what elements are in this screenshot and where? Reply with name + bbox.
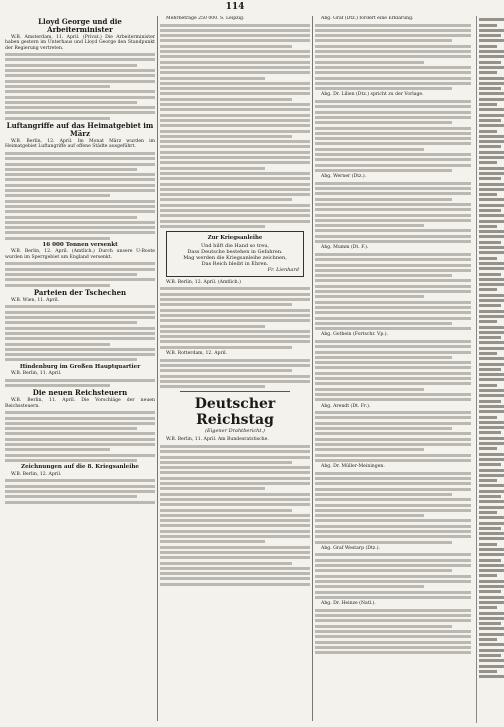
text-block (315, 609, 471, 654)
text-block (315, 411, 471, 462)
headline: Parteien der Tschechen (33, 287, 127, 297)
adjacent-page-edge (476, 16, 504, 723)
column-rule (157, 16, 158, 721)
headline: Zeichnungen auf die 8. Kriegsanleihe (21, 464, 139, 471)
text-block (160, 287, 310, 348)
article-text: W.B. Berlin, 12. April. Im Monat März wurden im Heimatgebiet Luftangriffe auf offene Städte ausgeführt. (5, 139, 155, 150)
article-text: Abg. Mumm (Dt. F.). (321, 245, 369, 251)
text-block (315, 340, 471, 401)
poem-box (166, 231, 304, 277)
headline: Lloyd George und die Arbeiterminister (38, 17, 122, 34)
article-text: Abg. Graf Westarp (Dtz.). (321, 545, 380, 551)
article-text: W.B. Rotterdam, 12. April. (166, 351, 228, 357)
text-block (5, 411, 155, 462)
column-rule (312, 16, 313, 721)
text-block (5, 305, 155, 361)
text-block (5, 262, 155, 286)
headline: Luftangriffe auf das Heimatgebiet im März (6, 121, 154, 139)
article-text: W.B. Wien, 11. April. (11, 297, 59, 303)
article-text: Abg. Arendt (Dt. Fr.). (321, 403, 371, 409)
article-text: Mehrbeträge 250 000. S. Leipzig. (166, 16, 245, 21)
text-block (5, 152, 155, 240)
article-text: W.B. Berlin, 11. April. (11, 371, 62, 377)
text-block (160, 24, 310, 228)
article-text: Abg. Werner (Dtz.). (321, 174, 367, 180)
article-text: Abg. Graf (Dtz.) fordert eine Erklärung. (321, 16, 414, 21)
poem-author: Fr. Lienhard (267, 266, 299, 273)
article-text: W.B. Amsterdam, 11. April. (Privat.) Die Arbeiterminister haben gestern im Unterhaus und Lloyd George den Standpunkt der Regierung vertreten. (5, 35, 155, 51)
text-block (160, 359, 310, 388)
section-title: Deutscher Reichstag (194, 396, 276, 429)
poem-line: Und hilft die Hand so treu, (200, 242, 270, 249)
poem-line: Mag werden die Kriegsanleihe zeichnen, (183, 254, 287, 261)
article-text: Abg. Dr. Lilien (Dtz.) spricht zu der Vorlage. (321, 92, 424, 98)
text-block (315, 100, 471, 172)
text-block (160, 445, 310, 586)
section-subtitle: (Eigener Drahtbericht.) (205, 428, 265, 435)
poem-title: Zur Kriegsanleihe (207, 234, 263, 241)
article-text: Abg. Dr. Müller-Meiningen. (321, 464, 385, 470)
text-block (315, 253, 471, 330)
article-text: W.B. Berlin, 12. April. (Amtlich.) Durch unsere U-Boote wurden im Sperrgebiet um England versenkt. (5, 249, 155, 260)
text-block (5, 479, 155, 503)
headline: 16 000 Tonnen versenkt (42, 241, 118, 248)
column-2 (160, 16, 310, 723)
text-block (315, 182, 471, 243)
article-text: Abg. Gothein (Fortschr. Vp.). (321, 332, 388, 338)
text-block (5, 379, 155, 387)
text-block (315, 472, 471, 544)
text-block (315, 24, 471, 91)
column-3 (315, 16, 471, 723)
column-1 (5, 16, 155, 723)
text-block (315, 553, 471, 598)
text-block (5, 53, 155, 120)
headline: Die neuen Reichsteuern (32, 388, 128, 398)
article-text: W.B. Berlin, 11. April. Die Vorschläge der neuen Reichssteuern. (5, 398, 155, 409)
poem-line: Das Reich bleibt in Ehren. (201, 260, 269, 267)
article-text: W.B. Berlin, 12. April. (Amtlich.) (166, 279, 241, 285)
divider (180, 391, 290, 392)
page-number: 114 (225, 2, 245, 12)
headline: Hindenburg im Großen Hauptquartier (19, 363, 141, 370)
article-text: W.B. Berlin, 12. April. (11, 471, 62, 477)
article-text: W.B. Berlin, 11. April. Am Bundesratstische. (166, 437, 269, 443)
article-text: Abg. Dr. Heinze (Natl.). (321, 601, 376, 607)
poem-line: Dass Deutsche bestehen in Gefahren. (187, 248, 283, 255)
